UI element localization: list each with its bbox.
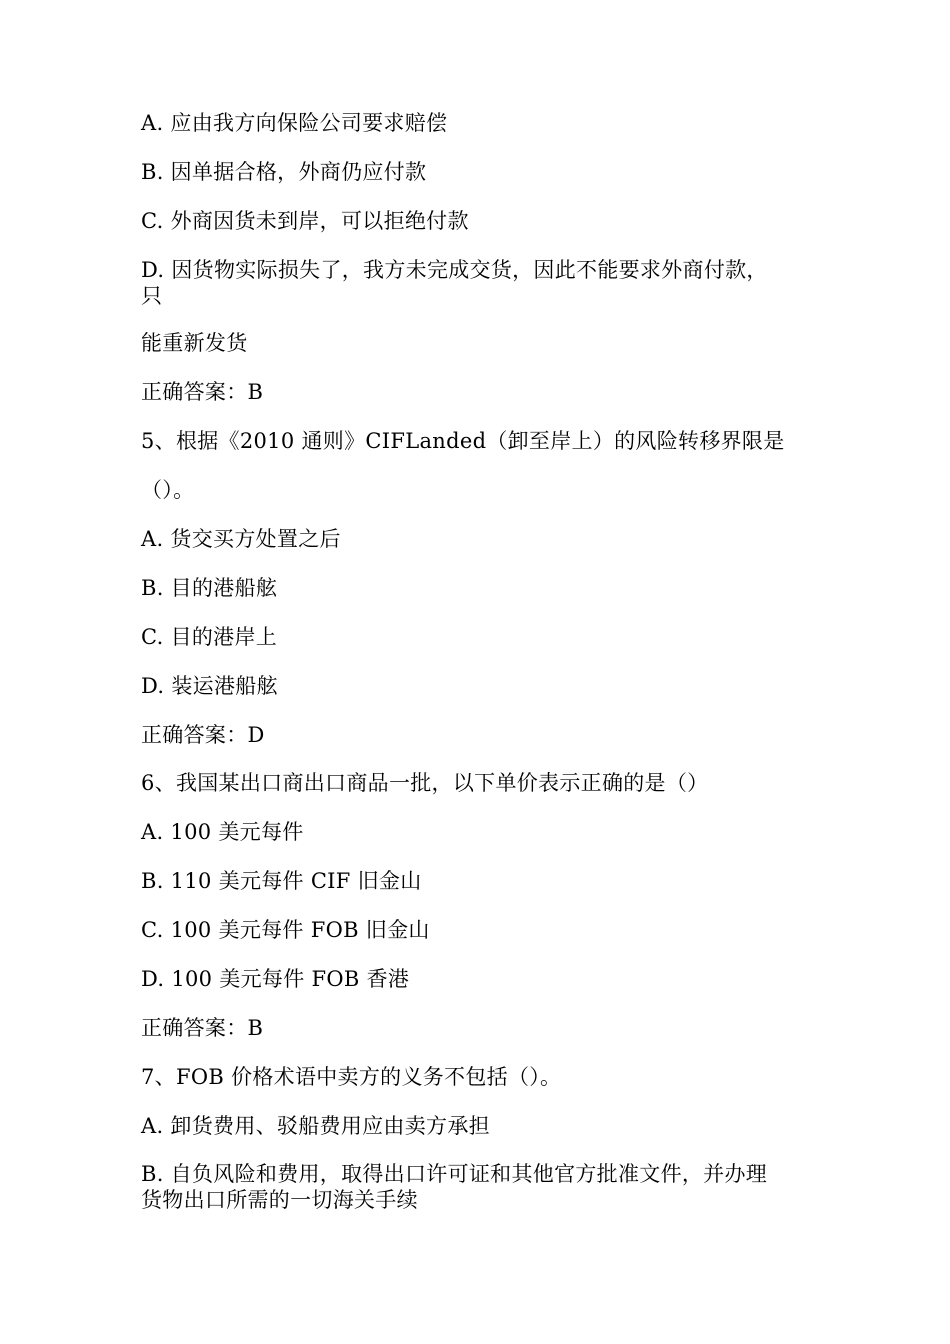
q6-option-d: D. 100 美元每件 FOB 香港 bbox=[141, 967, 410, 991]
q5-question-line1: 5、根据《2010 通则》CIFLanded（卸至岸上）的风险转移界限是 bbox=[141, 429, 785, 453]
q6-option-c: C. 100 美元每件 FOB 旧金山 bbox=[141, 918, 430, 942]
q5-option-c: C. 目的港岸上 bbox=[141, 625, 278, 649]
q4-option-d-line1: D. 因货物实际损失了，我方未完成交货，因此不能要求外商付款， bbox=[141, 258, 768, 282]
q7-question: 7、FOB 价格术语中卖方的义务不包括（）。 bbox=[141, 1065, 562, 1089]
q4-option-d-line2: 能重新发货 bbox=[141, 331, 248, 355]
q7-option-a: A. 卸货费用、驳船费用应由卖方承担 bbox=[141, 1114, 490, 1138]
q4-option-a: A. 应由我方向保险公司要求赔偿 bbox=[141, 111, 448, 135]
q5-option-a: A. 货交买方处置之后 bbox=[141, 527, 341, 551]
q6-option-a: A. 100 美元每件 bbox=[141, 820, 304, 844]
q7-option-b-line2: 货物出口所需的一切海关手续 bbox=[141, 1188, 418, 1212]
q5-option-b: B. 目的港船舷 bbox=[141, 576, 278, 600]
q4-option-c: C. 外商因货未到岸，可以拒绝付款 bbox=[141, 209, 469, 233]
q6-question: 6、我国某出口商出口商品一批，以下单价表示正确的是（） bbox=[141, 771, 709, 795]
q6-option-b: B. 110 美元每件 CIF 旧金山 bbox=[141, 869, 422, 893]
q5-option-d: D. 装运港船舷 bbox=[141, 674, 278, 698]
q5-answer: 正确答案：D bbox=[141, 723, 265, 747]
q4-option-b: B. 因单据合格，外商仍应付款 bbox=[141, 160, 427, 184]
q5-question-line2: （）。 bbox=[141, 478, 195, 502]
q7-option-b-line1: B. 自负风险和费用，取得出口许可证和其他官方批准文件，并办理 bbox=[141, 1162, 768, 1186]
q4-option-d-line1-tail: 只 bbox=[141, 284, 162, 308]
q6-answer: 正确答案：B bbox=[141, 1016, 264, 1040]
q4-answer: 正确答案：B bbox=[141, 380, 264, 404]
